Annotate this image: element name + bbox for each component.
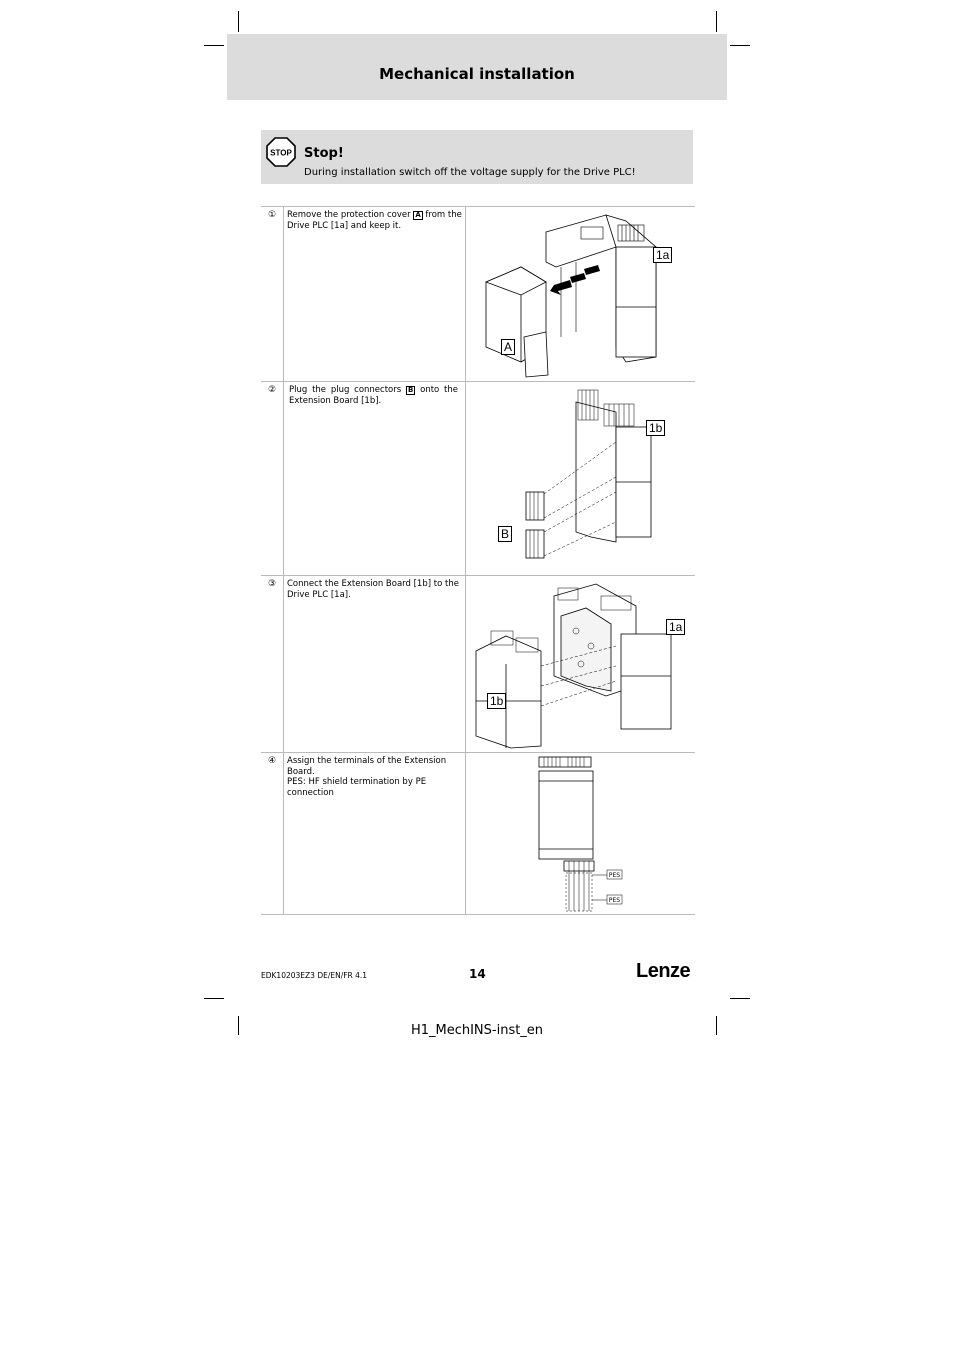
label-1b: 1b xyxy=(487,693,506,709)
page-header xyxy=(227,34,727,100)
step-illustration xyxy=(466,382,695,575)
connector-letter-box: B xyxy=(407,386,414,394)
step-illustration xyxy=(466,576,695,752)
cover-letter-box: A xyxy=(415,211,421,219)
step-row xyxy=(261,206,695,382)
step-text-part: onto the Extension Board [1b]. xyxy=(289,385,459,406)
stop-title: Stop! xyxy=(304,146,344,161)
step-row xyxy=(261,576,695,753)
step-text: Connect the Extension Board [1b] to the Drive PLC [1a]. xyxy=(284,576,466,752)
step-text-part: from the Drive PLC [1a] and keep it. xyxy=(287,210,462,231)
crop-mark xyxy=(204,998,224,999)
step-number: ① xyxy=(261,207,284,381)
stop-warning xyxy=(261,130,693,184)
step-row xyxy=(261,382,695,576)
crop-mark xyxy=(204,45,224,46)
stop-text: During installation switch off the voltage supply for the Drive PLC! xyxy=(304,167,636,178)
step-text-part: Remove the protection cover xyxy=(287,210,414,220)
terminal-assignment-illustration xyxy=(466,753,693,914)
stop-icon-text: STOP xyxy=(270,148,292,158)
pes-label: PES xyxy=(608,872,621,879)
step-text-line: Assign the terminals of the Extension Board. xyxy=(287,756,447,777)
step-number: ③ xyxy=(261,576,284,752)
step-text-part: Plug the plug connectors xyxy=(289,385,406,395)
step-text xyxy=(284,382,466,575)
step-text xyxy=(284,207,466,381)
stop-icon xyxy=(266,137,296,167)
step-row xyxy=(261,753,695,915)
pes-label: PES xyxy=(608,897,621,904)
steps-table xyxy=(261,206,695,915)
step-number: ② xyxy=(261,382,284,575)
crop-mark xyxy=(730,45,750,46)
connect-board-illustration xyxy=(466,576,693,752)
step-illustration xyxy=(466,753,695,914)
step-illustration xyxy=(466,207,695,381)
page-title: Mechanical installation xyxy=(379,65,575,83)
step-number: ④ xyxy=(261,753,284,914)
crop-mark xyxy=(716,11,717,32)
step-text xyxy=(284,753,466,914)
document-id: H1_MechINS-inst_en xyxy=(410,1023,544,1038)
label-1a: 1a xyxy=(666,619,685,635)
extension-board-illustration xyxy=(466,382,693,575)
doc-code: EDK10203EZ3 DE/EN/FR 4.1 xyxy=(261,971,368,980)
crop-mark xyxy=(730,998,750,999)
label-connector-b: B xyxy=(498,526,512,542)
page-number: 14 xyxy=(469,967,486,981)
label-1a: 1a xyxy=(653,247,672,263)
lenze-logo: Lenze xyxy=(636,960,691,982)
step-text-line: PES: HF shield termination by PE connection xyxy=(287,777,427,798)
label-cover-a: A xyxy=(501,339,515,355)
crop-mark xyxy=(238,11,239,32)
label-1b: 1b xyxy=(646,420,665,436)
